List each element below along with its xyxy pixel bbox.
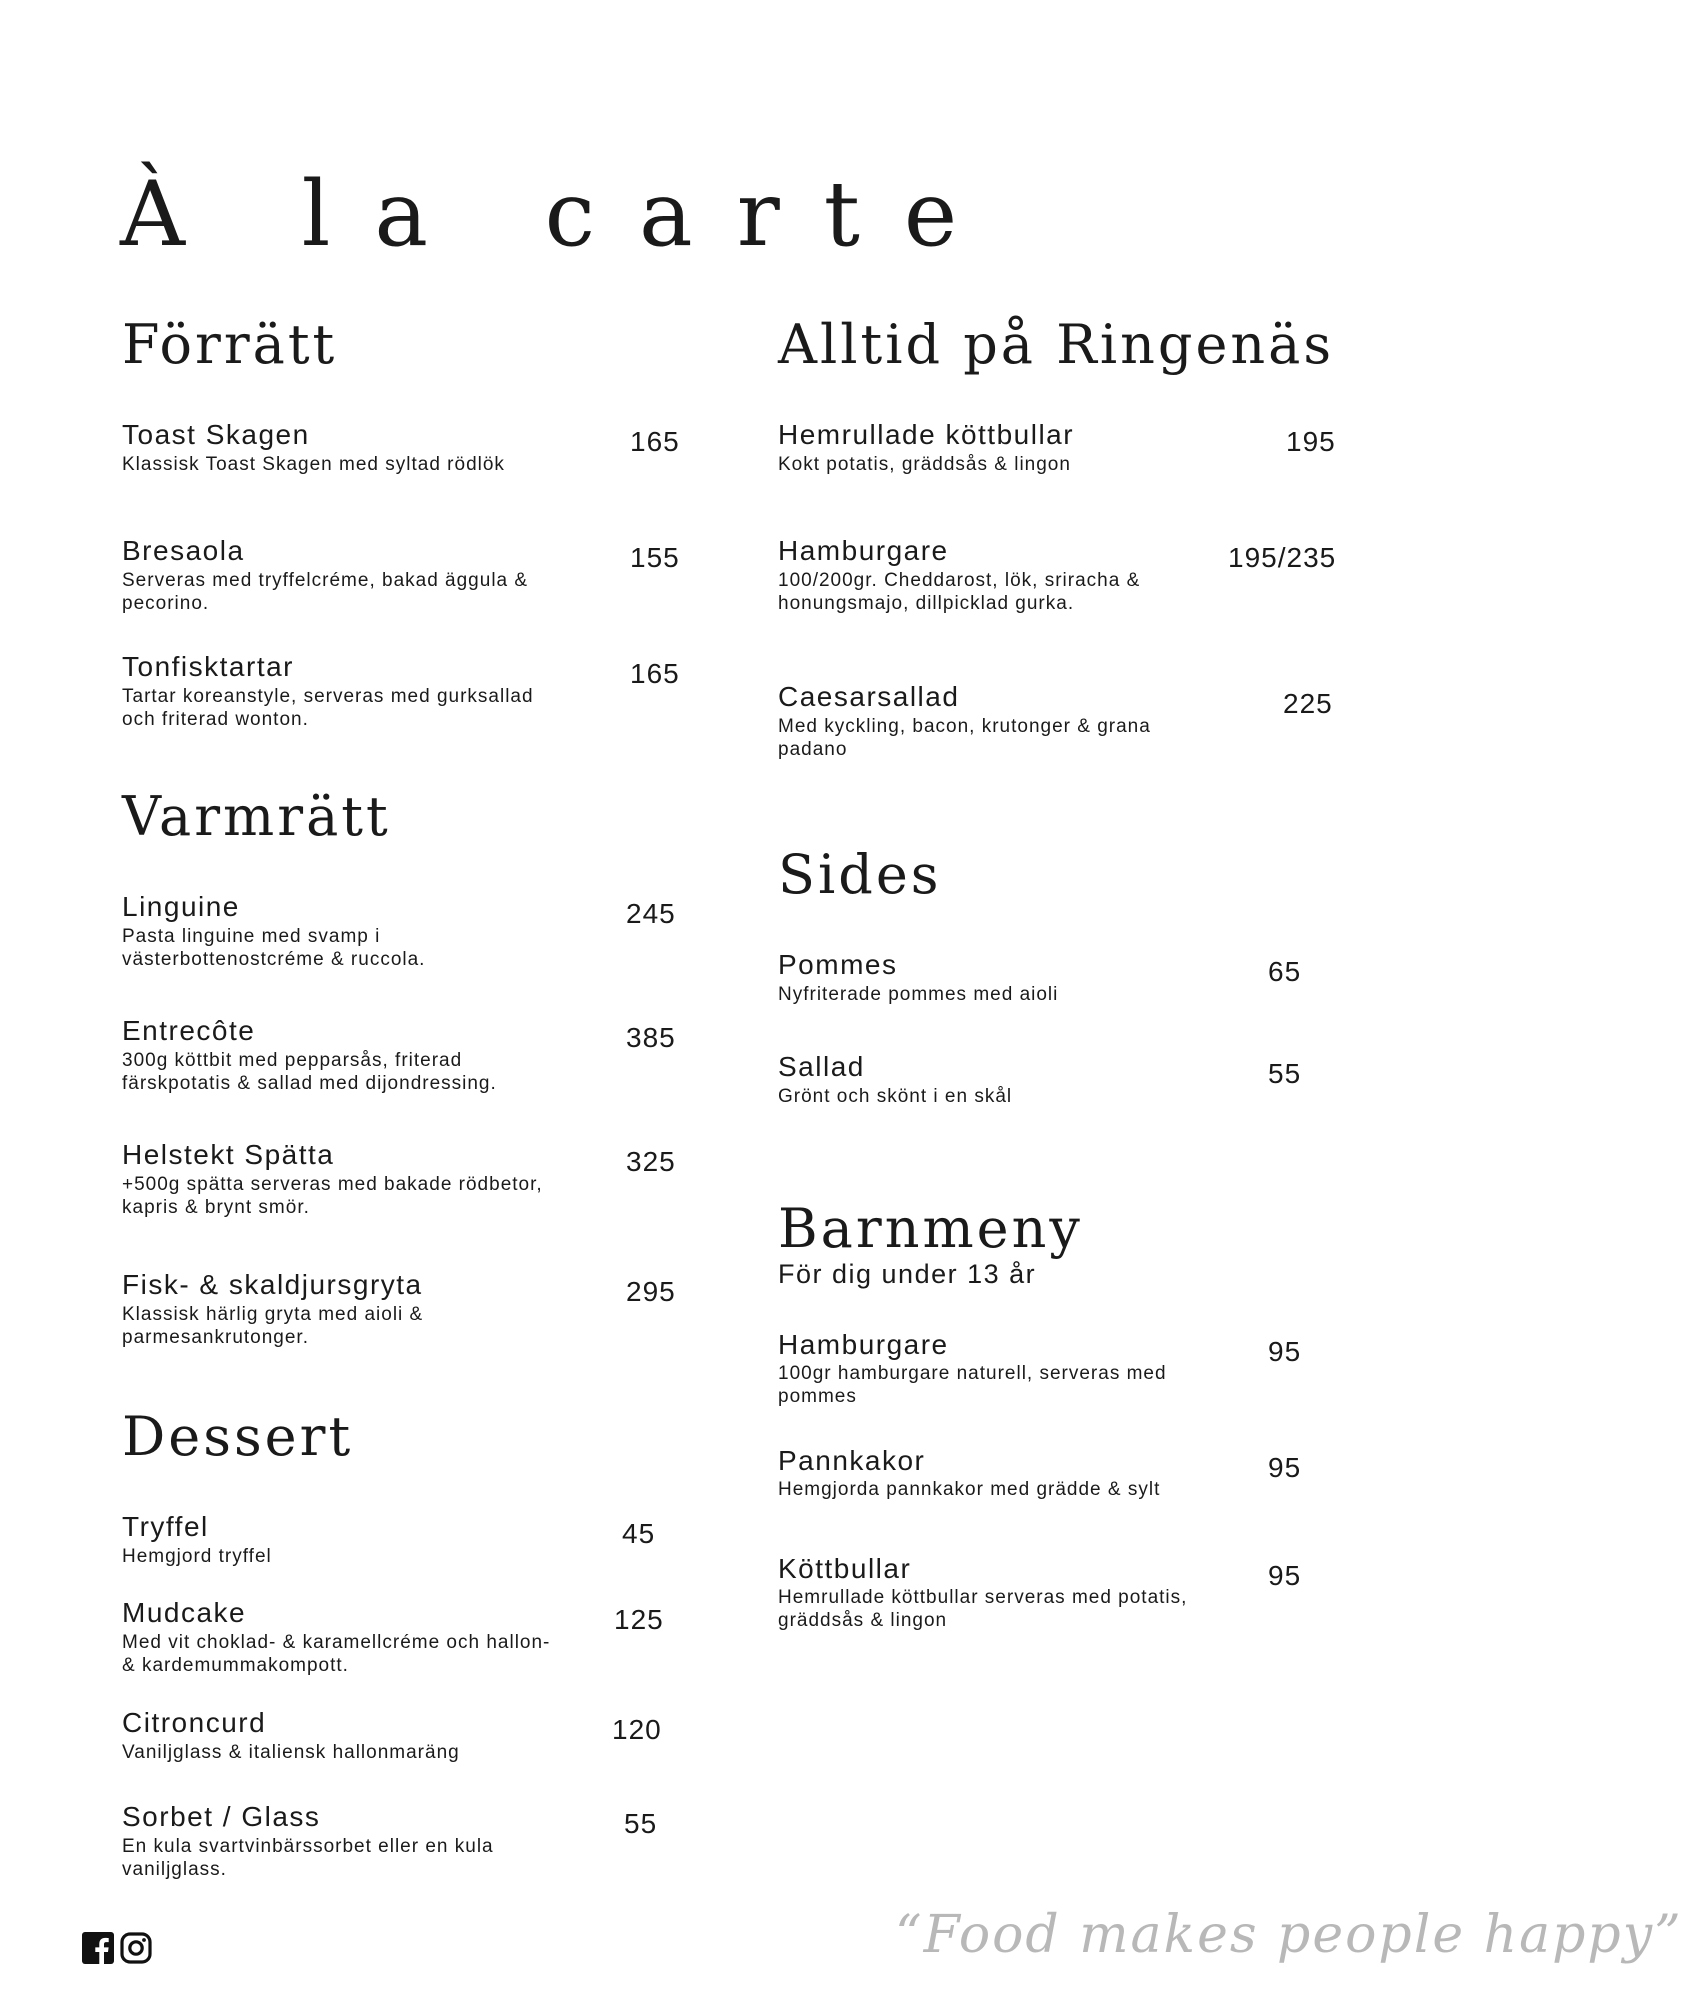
section-title: Alltid på Ringenäs [778, 313, 1335, 376]
item-description: Hemgjorda pannkakor med grädde & sylt [778, 1479, 1161, 1501]
menu-item [122, 420, 682, 536]
item-price: 55 [1268, 1058, 1302, 1089]
item-price: 155 [630, 542, 680, 573]
menu-item [122, 1140, 682, 1270]
item-price: 95 [1268, 1335, 1302, 1367]
item-description: Nyfriterade pommes med aioli [778, 983, 1059, 1005]
section-title: Varmrätt [122, 785, 391, 848]
item-price: 165 [630, 658, 680, 689]
item-name: Pannkakor [778, 1444, 926, 1476]
menu-item [122, 1016, 682, 1140]
menu-item [122, 1270, 682, 1394]
item-price: 125 [614, 1604, 664, 1635]
item-name: Citroncurd [122, 1707, 267, 1738]
item-name: Pommes [778, 949, 898, 980]
item-description: Serveras med tryffelcréme, bakad äggula & pecorino. [122, 569, 529, 614]
item-name: Tryffel [122, 1511, 209, 1542]
item-price: 195/235 [1228, 542, 1337, 573]
section-title: Barnmeny [778, 1197, 1083, 1260]
item-description: Tartar koreanstyle, serveras med gurksallad och friterad wonton. [122, 685, 534, 730]
menu-item [122, 652, 682, 768]
item-name: Hamburgare [778, 535, 949, 566]
item-price: 325 [626, 1146, 676, 1177]
item-price: 55 [624, 1808, 658, 1839]
item-description: Med kyckling, bacon, krutonger & grana padano [778, 715, 1151, 760]
item-price: 245 [626, 898, 676, 929]
item-description: Klassisk härlig gryta med aioli & parmesankrutonger. [122, 1303, 424, 1348]
item-description: Med vit choklad- & karamellcréme och hallon- & kardemummakompott. [122, 1631, 551, 1676]
section-subtitle: För dig under 13 år [778, 1259, 1037, 1289]
item-name: Sorbet / Glass [122, 1801, 321, 1832]
menu-item [778, 950, 1338, 1052]
item-description: 100/200gr. Cheddarost, lök, sriracha & honungsmajo, dillpicklad gurka. [778, 569, 1141, 614]
menu-item [122, 1512, 682, 1598]
item-description: Vaniljglass & italiensk hallonmaräng [122, 1741, 460, 1763]
item-name: Entrecôte [122, 1015, 256, 1046]
menu-item [778, 420, 1338, 536]
facebook-icon[interactable] [82, 1932, 114, 1964]
item-description: En kula svartvinbärssorbet eller en kula vaniljglass. [122, 1835, 494, 1880]
item-name: Mudcake [122, 1597, 247, 1628]
menu-item [122, 1708, 682, 1802]
item-name: Toast Skagen [122, 419, 310, 450]
item-description: 100gr hamburgare naturell, serveras med pommes [778, 1363, 1167, 1408]
menu-items [778, 950, 1338, 1142]
menu-items [122, 1512, 682, 1898]
section-title: Dessert [122, 1405, 354, 1468]
menu-items [778, 420, 1338, 792]
menu-items [122, 892, 682, 1394]
item-name: Bresaola [122, 535, 245, 566]
item-name: Helstekt Spätta [122, 1139, 335, 1170]
item-description: 300g köttbit med pepparsås, friterad färskpotatis & sallad med dijondressing. [122, 1049, 497, 1094]
menu-item [122, 892, 682, 1016]
section-dessert [122, 1405, 682, 1898]
item-description: Kokt potatis, gräddsås & lingon [778, 453, 1071, 475]
item-name: Linguine [122, 891, 240, 922]
menu-items [778, 1330, 1338, 1650]
menu-item [122, 1802, 682, 1898]
item-description: Hemgjord tryffel [122, 1545, 272, 1567]
item-price: 45 [622, 1518, 656, 1549]
item-price: 195 [1286, 426, 1336, 457]
section-forratt [122, 313, 682, 768]
item-name: Hemrullade köttbullar [778, 419, 1075, 450]
menu-item [778, 1446, 1338, 1554]
section-title: Förrätt [122, 313, 338, 376]
item-description: Pasta linguine med svamp i västerbottenostcréme & ruccola. [122, 925, 426, 970]
item-price: 95 [1268, 1451, 1302, 1483]
item-price: 65 [1268, 956, 1302, 987]
item-name: Fisk- & skaldjursgryta [122, 1269, 423, 1300]
item-price: 95 [1268, 1559, 1302, 1591]
menu-item [778, 1554, 1338, 1650]
item-description: Grönt och skönt i en skål [778, 1085, 1013, 1107]
item-name: Hamburgare [778, 1328, 949, 1360]
section-title: Sides [778, 843, 942, 906]
item-price: 225 [1283, 688, 1333, 719]
menu-item [778, 1052, 1338, 1142]
item-description: Hemrullade köttbullar serveras med potatis, gräddsås & lingon [778, 1587, 1188, 1632]
item-price: 385 [626, 1022, 676, 1053]
section-barnmeny [778, 1197, 1338, 1650]
menu-item [778, 682, 1338, 792]
item-name: Sallad [778, 1051, 865, 1082]
section-sides [778, 843, 1338, 1142]
menu-item [778, 1330, 1338, 1446]
item-name: Tonfisktartar [122, 651, 294, 682]
item-description: +500g spätta serveras med bakade rödbetor, kapris & brynt smör. [122, 1173, 543, 1218]
menu-item [778, 536, 1338, 682]
social-links [82, 1932, 152, 1964]
section-varmratt [122, 785, 682, 1394]
item-description: Klassisk Toast Skagen med syltad rödlök [122, 453, 505, 475]
item-name: Köttbullar [778, 1552, 912, 1584]
menu-item [122, 536, 682, 652]
item-price: 295 [626, 1276, 676, 1307]
menu-item [122, 1598, 682, 1708]
section-alltid [778, 313, 1338, 792]
menu-items [122, 420, 682, 768]
footer-quote: “Food makes people happy” [895, 1905, 1683, 1965]
menu-title: À la carte [120, 162, 1002, 267]
item-name: Caesarsallad [778, 681, 960, 712]
instagram-icon[interactable] [120, 1932, 152, 1964]
item-price: 120 [612, 1714, 662, 1745]
item-price: 165 [630, 426, 680, 457]
